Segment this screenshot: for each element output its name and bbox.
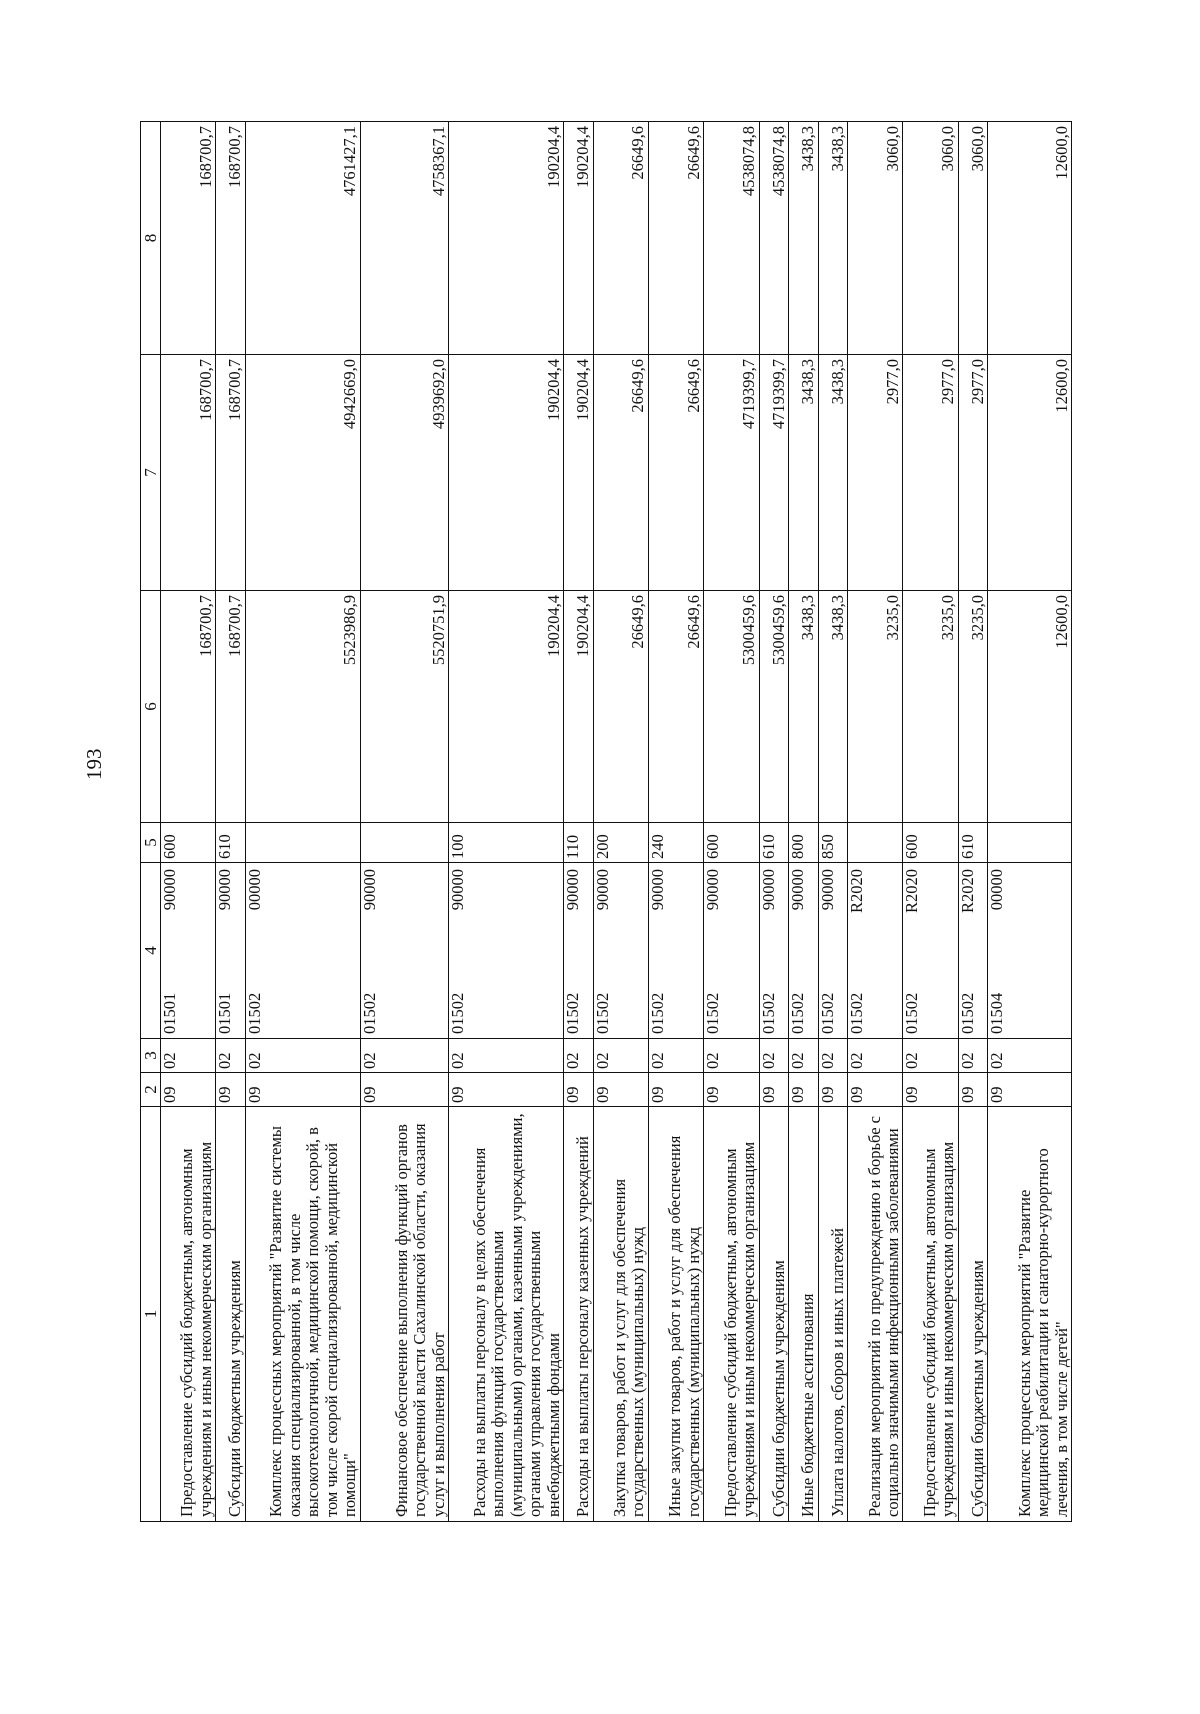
program-code-parts xyxy=(361,863,379,1038)
row-name-cell: Иные закупки товаров, работ и услуг для обеспечения государственных (муниципальных) нужд xyxy=(648,1107,703,1522)
row-amount-col7-cell: 3438,3 xyxy=(818,355,848,591)
program-code-b: 90000 xyxy=(448,869,468,911)
table-row xyxy=(903,122,958,1522)
program-code-parts xyxy=(564,863,582,1038)
row-subsection-code-cell: 02 xyxy=(593,1039,648,1073)
row-amount-col6-cell: 5300459,6 xyxy=(759,591,789,823)
row-subsection-code-cell: 02 xyxy=(564,1039,594,1073)
row-expense-type-cell xyxy=(848,823,903,863)
row-section-code-cell: 09 xyxy=(245,1073,360,1107)
program-code-parts xyxy=(848,863,866,1038)
header-col-7: 7 xyxy=(141,355,161,591)
row-subsection-code-cell: 02 xyxy=(245,1039,360,1073)
row-program-code-cell xyxy=(759,863,789,1039)
row-name-cell: Субсидии бюджетным учреждениям xyxy=(216,1107,246,1522)
row-amount-col8-cell: 3060,0 xyxy=(903,122,958,355)
row-section-code-cell: 09 xyxy=(564,1073,594,1107)
row-program-code-cell xyxy=(704,863,759,1039)
row-subsection-code-cell: 02 xyxy=(759,1039,789,1073)
program-code-b: 90000 xyxy=(703,869,723,911)
row-amount-col6-cell: 5520751,9 xyxy=(360,591,449,823)
program-code-a: 01504 xyxy=(987,992,1007,1034)
program-code-a: 01502 xyxy=(902,992,922,1034)
program-code-a: 01502 xyxy=(703,992,723,1034)
row-expense-type-cell xyxy=(988,823,1072,863)
program-code-b: 90000 xyxy=(758,869,778,911)
row-section-code-cell: 09 xyxy=(789,1073,819,1107)
table-body xyxy=(161,122,1072,1522)
row-program-code-cell xyxy=(988,863,1072,1039)
header-col-3: 3 xyxy=(141,1039,161,1073)
program-code-a: 01502 xyxy=(592,992,612,1034)
program-code-b: 00000 xyxy=(244,869,264,911)
program-code-b: 90000 xyxy=(647,869,667,911)
header-col-2: 2 xyxy=(141,1073,161,1107)
program-code-a: 01502 xyxy=(788,992,808,1034)
program-code-a: 01502 xyxy=(817,992,837,1034)
program-code-b: 90000 xyxy=(592,869,612,911)
row-amount-col7-cell: 4719399,7 xyxy=(759,355,789,591)
row-amount-col6-cell: 12600,0 xyxy=(988,591,1072,823)
row-amount-col8-cell: 12600,0 xyxy=(988,122,1072,355)
table-row xyxy=(216,122,246,1522)
row-name-cell: Комплекс процессных мероприятий "Развитие медицинской реабилитации и санаторно-курортного лечения, в том числе детей" xyxy=(988,1107,1072,1522)
row-program-code-cell xyxy=(161,863,216,1039)
row-section-code-cell: 09 xyxy=(848,1073,903,1107)
row-amount-col7-cell: 3438,3 xyxy=(789,355,819,591)
row-amount-col8-cell: 26649,6 xyxy=(593,122,648,355)
table-row xyxy=(648,122,703,1522)
program-code-a: 01502 xyxy=(647,992,667,1034)
program-code-a: 01501 xyxy=(160,992,180,1034)
row-subsection-code-cell: 02 xyxy=(161,1039,216,1073)
row-name-cell: Комплекс процессных мероприятий "Развитие системы оказания специализированной, в том числе высокотехнологичной, медицинской помощи, скорой, в том числе скорой специализированной, медицинской помощи" xyxy=(245,1107,360,1522)
row-expense-type-cell xyxy=(245,823,360,863)
table-row xyxy=(988,122,1072,1522)
row-subsection-code-cell: 02 xyxy=(789,1039,819,1073)
row-name-cell: Предоставление субсидий бюджетным, автономным учреждениям и иным некоммерческим организациям xyxy=(704,1107,759,1522)
row-amount-col6-cell: 5523986,9 xyxy=(245,591,360,823)
row-name-cell: Предоставление субсидий бюджетным, автономным учреждениям и иным некоммерческим организациям xyxy=(161,1107,216,1522)
program-code-b: 90000 xyxy=(817,869,837,911)
row-amount-col6-cell: 190204,4 xyxy=(449,591,564,823)
row-amount-col7-cell: 4719399,7 xyxy=(704,355,759,591)
row-expense-type-cell: 600 xyxy=(704,823,759,863)
row-amount-col8-cell: 168700,7 xyxy=(161,122,216,355)
program-code-a: 01502 xyxy=(563,992,583,1034)
row-program-code-cell xyxy=(848,863,903,1039)
row-name-cell: Финансовое обеспечение выполнения функций органов государственной власти Сахалинской области, оказания услуг и выполнения работ xyxy=(360,1107,449,1522)
table-row xyxy=(958,122,988,1522)
program-code-parts xyxy=(959,863,977,1038)
row-expense-type-cell: 610 xyxy=(759,823,789,863)
table-row xyxy=(704,122,759,1522)
program-code-parts xyxy=(760,863,778,1038)
row-amount-col6-cell: 3438,3 xyxy=(818,591,848,823)
row-expense-type-cell: 600 xyxy=(161,823,216,863)
row-expense-type-cell: 110 xyxy=(564,823,594,863)
row-amount-col8-cell: 3438,3 xyxy=(789,122,819,355)
row-subsection-code-cell: 02 xyxy=(648,1039,703,1073)
table-row xyxy=(818,122,848,1522)
row-amount-col8-cell: 168700,7 xyxy=(216,122,246,355)
row-amount-col7-cell: 4942669,0 xyxy=(245,355,360,591)
row-program-code-cell xyxy=(564,863,594,1039)
program-code-parts xyxy=(819,863,837,1038)
row-program-code-cell xyxy=(593,863,648,1039)
program-code-parts xyxy=(246,863,264,1038)
row-name-cell: Субсидии бюджетным учреждениям xyxy=(958,1107,988,1522)
program-code-parts xyxy=(789,863,807,1038)
row-section-code-cell: 09 xyxy=(988,1073,1072,1107)
table-row xyxy=(360,122,449,1522)
row-name-cell: Закупка товаров, работ и услуг для обеспечения государственных (муниципальных) нужд xyxy=(593,1107,648,1522)
row-subsection-code-cell: 02 xyxy=(818,1039,848,1073)
row-expense-type-cell xyxy=(360,823,449,863)
row-name-cell: Иные бюджетные ассигнования xyxy=(789,1107,819,1522)
row-expense-type-cell: 200 xyxy=(593,823,648,863)
row-program-code-cell xyxy=(903,863,958,1039)
row-section-code-cell: 09 xyxy=(216,1073,246,1107)
row-program-code-cell xyxy=(216,863,246,1039)
header-col-5: 5 xyxy=(141,823,161,863)
program-code-b: 90000 xyxy=(563,869,583,911)
row-expense-type-cell: 100 xyxy=(449,823,564,863)
row-program-code-cell xyxy=(958,863,988,1039)
row-subsection-code-cell: 02 xyxy=(216,1039,246,1073)
table-header-row xyxy=(141,122,161,1522)
row-amount-col8-cell: 4761427,1 xyxy=(245,122,360,355)
program-code-parts xyxy=(594,863,612,1038)
program-code-a: 01501 xyxy=(215,992,235,1034)
row-amount-col8-cell: 26649,6 xyxy=(648,122,703,355)
row-name-cell: Предоставление субсидий бюджетным, автономным учреждениям и иным некоммерческим организациям xyxy=(903,1107,958,1522)
program-code-b: 90000 xyxy=(359,869,379,911)
table-row xyxy=(848,122,903,1522)
row-amount-col8-cell: 3060,0 xyxy=(958,122,988,355)
table-row xyxy=(564,122,594,1522)
table-row xyxy=(245,122,360,1522)
program-code-parts xyxy=(988,863,1006,1038)
program-code-b: 00000 xyxy=(987,869,1007,911)
program-code-b: 90000 xyxy=(788,869,808,911)
row-amount-col6-cell: 5300459,6 xyxy=(704,591,759,823)
program-code-a: 01502 xyxy=(957,992,977,1034)
program-code-parts xyxy=(903,863,921,1038)
row-amount-col8-cell: 3438,3 xyxy=(818,122,848,355)
row-amount-col8-cell: 4538074,8 xyxy=(759,122,789,355)
table-row xyxy=(161,122,216,1522)
row-program-code-cell xyxy=(648,863,703,1039)
row-amount-col7-cell: 168700,7 xyxy=(216,355,246,591)
header-col-8: 8 xyxy=(141,122,161,355)
row-name-cell: Расходы на выплаты персоналу в целях обеспечения выполнения функций государственными (муниципальными) органами, казенными учреждениями, органами управления государственными внебюджетными фондами xyxy=(449,1107,564,1522)
row-subsection-code-cell: 02 xyxy=(449,1039,564,1073)
row-amount-col6-cell: 3235,0 xyxy=(848,591,903,823)
row-name-cell: Расходы на выплаты персоналу казенных учреждений xyxy=(564,1107,594,1522)
row-amount-col6-cell: 26649,6 xyxy=(648,591,703,823)
program-code-parts xyxy=(161,863,179,1038)
row-amount-col7-cell: 2977,0 xyxy=(903,355,958,591)
program-code-a: 01502 xyxy=(359,992,379,1034)
row-name-cell: Уплата налогов, сборов и иных платежей xyxy=(818,1107,848,1522)
row-section-code-cell: 09 xyxy=(958,1073,988,1107)
row-section-code-cell: 09 xyxy=(593,1073,648,1107)
row-amount-col8-cell: 190204,4 xyxy=(564,122,594,355)
row-amount-col6-cell: 3235,0 xyxy=(958,591,988,823)
row-section-code-cell: 09 xyxy=(704,1073,759,1107)
row-program-code-cell xyxy=(818,863,848,1039)
program-code-b: 90000 xyxy=(215,869,235,911)
row-amount-col7-cell: 26649,6 xyxy=(593,355,648,591)
row-subsection-code-cell: 02 xyxy=(848,1039,903,1073)
program-code-parts xyxy=(704,863,722,1038)
row-section-code-cell: 09 xyxy=(818,1073,848,1107)
row-expense-type-cell: 850 xyxy=(818,823,848,863)
program-code-b: 90000 xyxy=(160,869,180,911)
row-amount-col6-cell: 168700,7 xyxy=(161,591,216,823)
row-section-code-cell: 09 xyxy=(648,1073,703,1107)
row-name-cell: Реализация мероприятий по предупреждению и борьбе с социально значимыми инфекционными заболеваниями xyxy=(848,1107,903,1522)
row-amount-col6-cell: 3235,0 xyxy=(903,591,958,823)
header-col-6: 6 xyxy=(141,591,161,823)
row-subsection-code-cell: 02 xyxy=(360,1039,449,1073)
row-expense-type-cell: 240 xyxy=(648,823,703,863)
table-row xyxy=(789,122,819,1522)
budget-table-container xyxy=(140,122,1072,1522)
row-amount-col6-cell: 168700,7 xyxy=(216,591,246,823)
row-amount-col7-cell: 12600,0 xyxy=(988,355,1072,591)
page-number: 193 xyxy=(82,748,106,780)
row-amount-col8-cell: 190204,4 xyxy=(449,122,564,355)
row-amount-col6-cell: 26649,6 xyxy=(593,591,648,823)
program-code-parts xyxy=(216,863,234,1038)
program-code-b: R2020 xyxy=(847,869,867,914)
program-code-parts xyxy=(449,863,467,1038)
header-col-4: 4 xyxy=(141,863,161,1039)
row-section-code-cell: 09 xyxy=(360,1073,449,1107)
row-amount-col6-cell: 3438,3 xyxy=(789,591,819,823)
program-code-b: R2020 xyxy=(902,869,922,914)
row-amount-col8-cell: 4758367,1 xyxy=(360,122,449,355)
program-code-b: R2020 xyxy=(957,869,977,914)
row-amount-col6-cell: 190204,4 xyxy=(564,591,594,823)
table-row xyxy=(449,122,564,1522)
row-amount-col8-cell: 4538074,8 xyxy=(704,122,759,355)
row-amount-col7-cell: 2977,0 xyxy=(958,355,988,591)
row-expense-type-cell: 610 xyxy=(216,823,246,863)
table-row xyxy=(593,122,648,1522)
row-amount-col8-cell: 3060,0 xyxy=(848,122,903,355)
program-code-a: 01502 xyxy=(448,992,468,1034)
row-subsection-code-cell: 02 xyxy=(988,1039,1072,1073)
row-program-code-cell xyxy=(245,863,360,1039)
row-expense-type-cell: 610 xyxy=(958,823,988,863)
row-amount-col7-cell: 190204,4 xyxy=(564,355,594,591)
program-code-parts xyxy=(649,863,667,1038)
header-col-1: 1 xyxy=(141,1107,161,1522)
row-subsection-code-cell: 02 xyxy=(958,1039,988,1073)
row-subsection-code-cell: 02 xyxy=(903,1039,958,1073)
row-expense-type-cell: 600 xyxy=(903,823,958,863)
row-program-code-cell xyxy=(360,863,449,1039)
program-code-a: 01502 xyxy=(847,992,867,1034)
row-subsection-code-cell: 02 xyxy=(704,1039,759,1073)
row-amount-col7-cell: 168700,7 xyxy=(161,355,216,591)
program-code-a: 01502 xyxy=(758,992,778,1034)
program-code-a: 01502 xyxy=(244,992,264,1034)
row-amount-col7-cell: 2977,0 xyxy=(848,355,903,591)
row-name-cell: Субсидии бюджетным учреждениям xyxy=(759,1107,789,1522)
row-section-code-cell: 09 xyxy=(449,1073,564,1107)
table-row xyxy=(759,122,789,1522)
row-amount-col7-cell: 190204,4 xyxy=(449,355,564,591)
budget-table xyxy=(140,121,1072,1522)
row-section-code-cell: 09 xyxy=(903,1073,958,1107)
row-section-code-cell: 09 xyxy=(759,1073,789,1107)
row-amount-col7-cell: 4939692,0 xyxy=(360,355,449,591)
row-program-code-cell xyxy=(449,863,564,1039)
row-section-code-cell: 09 xyxy=(161,1073,216,1107)
row-program-code-cell xyxy=(789,863,819,1039)
row-expense-type-cell: 800 xyxy=(789,823,819,863)
row-amount-col7-cell: 26649,6 xyxy=(648,355,703,591)
